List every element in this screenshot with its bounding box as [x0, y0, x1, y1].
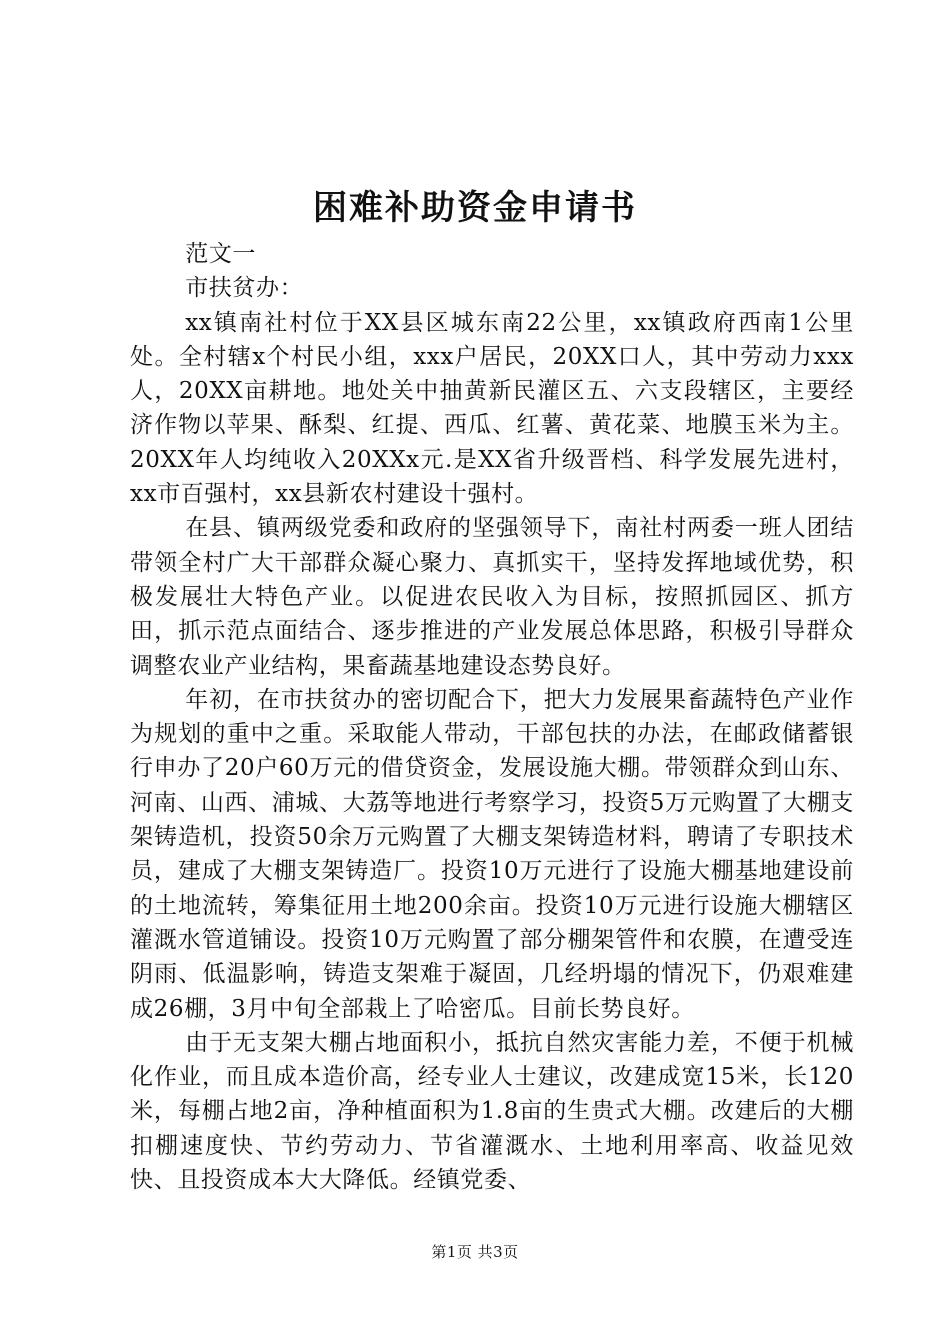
page-indicator: 第1页 共3页: [431, 1243, 519, 1261]
paragraph-3: 年初，在市扶贫办的密切配合下，把大力发展果畜蔬特色产业作为规划的重中之重。采取能人带动，干部包扶的办法，在邮政储蓄银行申办了20户60万元的借贷资金，发展设施大棚。带领群众到山东、河南、山西、浦城、大荔等地进行考察学习，投资5万元购置了大棚支架铸造机，投资50余万元购置了大棚支架铸造材料，聘请了专职技术员，建成了大棚支架铸造厂。投资10万元进行了设施大棚基地建设前的土地流转，筹集征用土地200余亩。投资10万元进行设施大棚辖区灌溉水管道铺设。投资10万元购置了部分棚架管件和农膜，在遭受连阴雨、低温影响，铸造支架难于凝固，几经坍塌的情况下，仍艰难建成26棚，3月中旬全部栽上了哈密瓜。目前长势良好。: [130, 686, 854, 1022]
heading-line: 范文一: [185, 241, 256, 267]
paragraph-2: 在县、镇两级党委和政府的坚强领导下，南社村两委一班人团结带领全村广大干部群众凝心聚力、真抓实干，坚持发挥地域优势，积极发展壮大特色产业。以促进农民收入为目标，按照抓园区、抓方田，抓示范点面结合、逐步推进的产业发展总体思路，积极引导群众调整农业产业结构，果畜蔬基地建设态势良好。: [130, 515, 854, 679]
paragraph-4: 由于无支架大棚占地面积小，抵抗自然灾害能力差，不便于机械化作业，而且成本造价高，经专业人士建议，改建成宽15米，长120米，每棚占地2亩，净种植面积为1.8亩的生贵式大棚。改建后的大棚扣棚速度快、节约劳动力、节省灌溉水、土地利用率高、收益见效快、且投资成本大大降低。经镇党委、: [130, 1029, 854, 1194]
addressee: 市扶贫办：: [185, 275, 304, 302]
document-body: [130, 237, 854, 1197]
paragraph-1: xx镇南社村位于XX县区城东南22公里，xx镇政府西南1公里处。全村辖x个村民小组，xxx户居民，20XX口人，其中劳动力xxx人，20XX亩耕地。地处关中抽黄新民灌区五、六支段辖区，主要经济作物以苹果、酥梨、红提、西瓜、红薯、黄花菜、地膜玉米为主。20XX年人均纯收入20XXx元.是XX省升级晋档、科学发展先进村，xx市百强村，xx县新农村建设十强村。: [130, 309, 854, 508]
document-title: 困难补助资金申请书: [313, 188, 637, 228]
